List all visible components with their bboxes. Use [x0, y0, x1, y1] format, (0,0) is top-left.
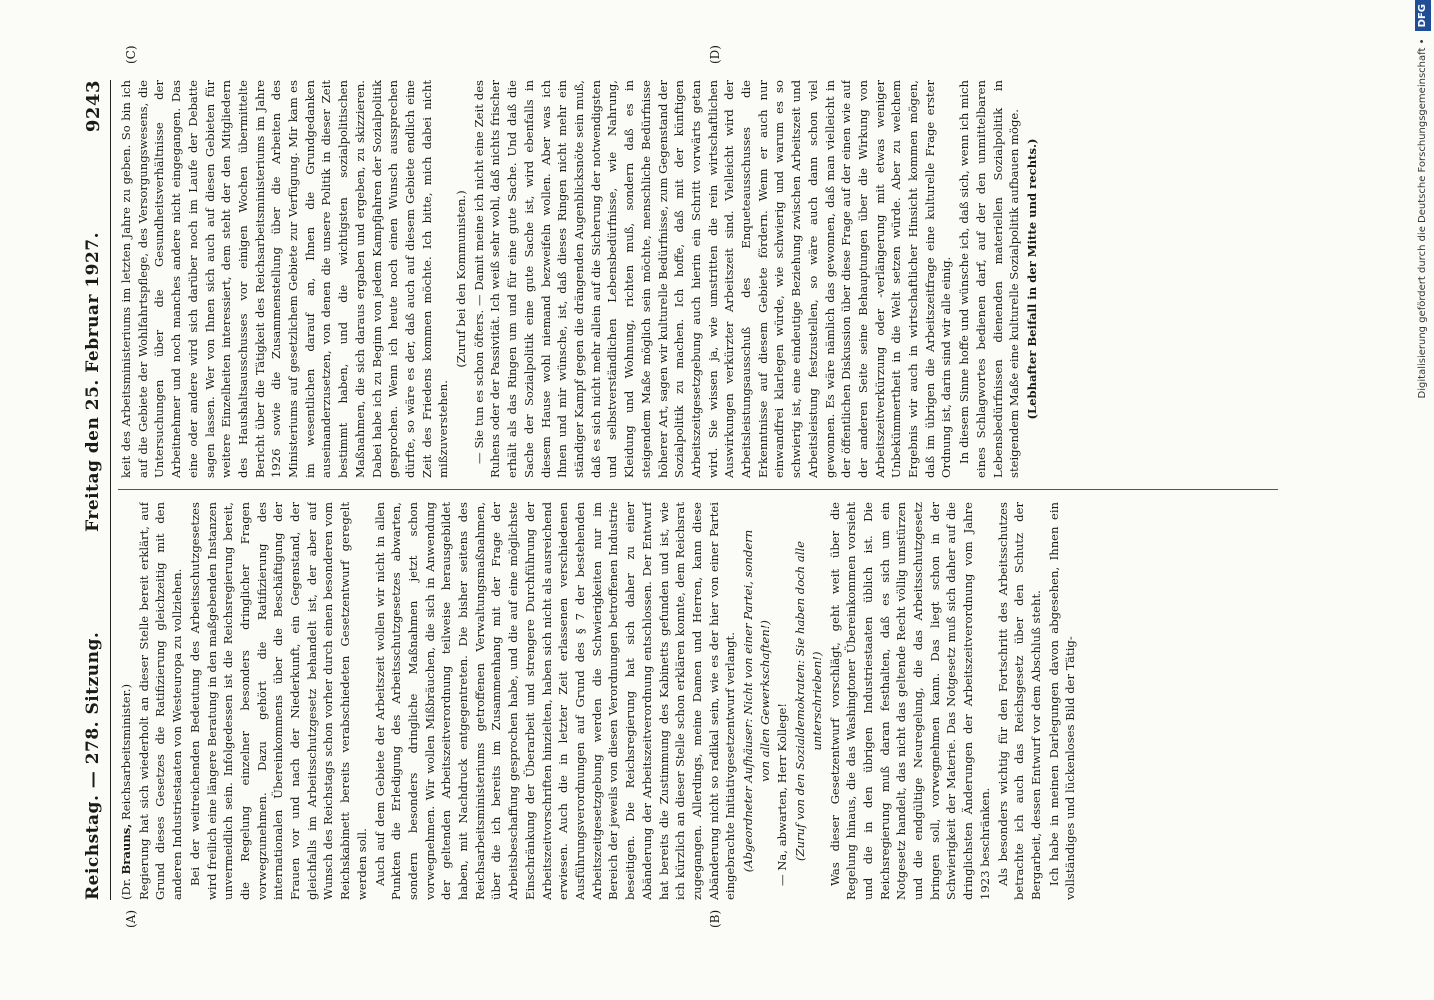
paragraph: Regierung hat sich wiederholt an dieser Stelle bereit erklärt, auf Grund dieses Gesetzes die Ratifizierung gleichzeitig mit den anderen Industriestaaten von Westeuropa zu vollziehen.: [136, 502, 185, 900]
speaker-prefix: (Dr.: [119, 878, 133, 900]
paragraph: keit des Arbeitsministeriums im letzten Jahre zu geben. So bin ich auf die Gebiete der Wohlfahrtspflege, des Versorgungswesens, die Untersuchungen über die Gesundheitsverhältnisse der Arbeitnehmer und noch manches andere nicht eingegangen. Das eine oder andere wird sich darüber noch im Laufe der Debatte sagen lassen. Wer von Ihnen sich auch auf diesen Gebieten für weitere Einzelheiten interessiert, dem steht der den Mitgliedern des Haushaltsausschusses vor einigen Wochen übermittelte Bericht über die Tätigkeit des Reichsarbeitsministeriums im Jahre 1926 sowie die Zusammenstellung über die Arbeiten des Ministeriums auf gesetzlichem Gebiete zur Verfügung. Mir kam es im wesentlichen darauf an, Ihnen die Grundgedanken auseinanderzusetzen, von denen die unsere Politik in dieser Zeit bestimmt haben, und die wichtigsten sozialpolitischen Maßnahmen, die sich daraus ergaben und ergeben, zu skizzieren. Dabei habe ich zu Beginn von jedem Kampfjahren der Sozialpolitik gesprochen. Wenn ich heute noch einen Wunsch aussprechen dürfte, so wäre es der, daß auch auf diesem Gebiete endlich eine Zeit des Friedens kommen möchte. Ich bitte, mich dabei nicht mißzuverstehen.: [119, 80, 451, 478]
applause-note: (Lebhafter Beifall in der Mitte und rechts.): [1024, 138, 1039, 420]
interjection: (Zuruf von den Sozialdemokraten: Sie haben doch alle unterschrieben!): [793, 540, 824, 862]
paragraph: Ich habe in meinen Darlegungen davon abgesehen, Ihnen ein vollständiges und lückenloses Bild der Tätig-: [1046, 502, 1078, 900]
speaker-role: Reichsarbeitsminister.): [119, 683, 133, 820]
margin-marker-d: (D): [708, 45, 722, 64]
paragraph: Was dieser Gesetzentwurf vorschlägt, geht weit über die Regelung hinaus, die das Washingtoner Übereinkommen vorsieht und die in den übrigen Industriestaaten üblich ist. Die Reichsregierung muß daran festhalten, daß es sich um ein Notgesetz handelt, das nicht das geltende Recht völlig umstürzen und die endgültige Neuregelung, die das Arbeitsschutzgesetz bringen soll, vorwegnehmen kann. Das liegt schon in der Schwierigkeit der Materie. Das Notgesetz muß sich daher auf die dringlichsten Änderungen der Arbeitszeitverordnung vom Jahre 1923 beschränken.: [827, 502, 992, 900]
interjection: (Abgeordneter Aufhäuser: Nicht von einer Partei, sondern von allen Gewerkschaften!): [741, 529, 772, 873]
margin-marker-a: (A): [124, 909, 138, 928]
header-rule: [110, 80, 111, 900]
right-column: [118, 80, 1318, 478]
paragraph: — Sie tun es schon öfters. — Damit meine ich nicht eine Zeit des Ruhens oder der Passivität. Ich weiß sehr wohl, daß nichts frischer erhält als das Ringen um und für eine gute Sache. Und daß die Sache der Sozialpolitik eine gute Sache ist, wird ebenfalls in diesem Hause wohl niemand bezweifeln wollen. Aber was ich Ihnen und mir wünsche, ist, daß dieses Ringen nicht mehr ein ständiger Kampf gegen die drängenden Augenblicksnöte sein muß, daß es sich nicht mehr allein auf die Sicherung der notwendigsten und selbstverständlichen Lebensbedürfnisse, wie Nahrung, Kleidung und Wohnung, richten muß, sondern daß es in steigendem Maße möglich sein möchte, menschliche Bedürfnisse höherer Art, sagen wir kulturelle Bedürfnisse, zum Gegenstand der Sozialpolitik zu machen. Ich hoffe, daß mit der künftigen Arbeitszeitgesetzgebung auch hierin ein Schritt vorwärts getan wird. Sie wissen ja, wie umstritten die rein wirtschaftlichen Auswirkungen verkürzter Arbeitszeit sind. Vielleicht wird der Arbeitsleistungsausschuß des Enqueteausschusses die Erkenntnisse auf diesem Gebiete fördern. Wenn er auch nur einwandfrei klarlegen würde, wie schwierig und warum es so schwierig ist, eine eindeutige Beziehung zwischen Arbeitszeit und Arbeitsleistung festzustellen, so wäre auch dann schon viel gewonnen. Es wäre nämlich das gewonnen, daß man vielleicht in der öffentlichen Diskussion über diese Frage auf der einen wie auf der anderen Seite seine Behauptungen über die Wirkung von Arbeitszeitverkürzung oder -verlängerung mit etwas weniger Unbekümmertheit in die Welt setzen würde. Aber zu welchem Ergebnis wir auch in wirtschaftlicher Hinsicht kommen mögen, daß im übrigen die Arbeitszeitfrage eine kulturelle Frage erster Ordnung ist, darin sind wir alle einig.: [471, 80, 954, 478]
paragraph: — Na, abwarten, Herr Kollege!: [775, 702, 790, 886]
credit-text: Digitalisierung gefördert durch die Deutsche Forschungsgemeinschaft •: [1417, 38, 1428, 399]
speaker-name: Brauns,: [119, 823, 133, 875]
paragraph: Bei der weitreichenden Bedeutung des Arbeitsschutzgesetzes wird freilich eine längere Beratung in den maßgebenden Instanzen unvermeidlich sein. Infolgedessen ist die Reichsregierung bereit, die Regelung einzelner besonders dringlicher Fragen vorwegzunehmen. Dazu gehört die Ratifizierung des internationalen Übereinkommens über die Beschäftigung der Frauen vor und nach der Niederkunft, ein Gegenstand, der gleichfalls im Arbeitsschutzgesetz behandelt ist, der aber auf Wunsch des Reichstags schon vorher durch einen besonderen vom Reichskabinett bereits verabschiedeten Gesetzentwurf geregelt werden soll.: [187, 502, 369, 900]
margin-marker-c: (C): [124, 45, 138, 64]
header-left: Reichstag. — 278. Sitzung.: [83, 631, 103, 900]
header-date: Freitag den 25. Februar 1927.: [83, 231, 103, 532]
page-number: 9243: [82, 80, 104, 133]
dfg-logo: DFG: [1415, 0, 1431, 31]
interjection: (Zuruf bei den Kommunisten.): [454, 190, 469, 368]
paragraph: Als besonders wichtig für den Fortschritt des Arbeitsschutzes betrachte ich auch das Reichsgesetz über den Schutz der Bergarbeit, dessen Entwurf vor dem Abschluß steht.: [995, 502, 1043, 900]
column-rule: [118, 489, 1278, 490]
digitization-credit: [1415, 0, 1431, 1000]
paragraph: Auch auf dem Gebiete der Arbeitszeit wollen wir nicht in allen Punkten die Erledigung des Arbeitsschutzgesetzes abwarten, sondern besonders dringliche Maßnahmen jetzt schon vorwegnehmen. Wir wollen Mißbräuchen, die sich in Anwendung der geltenden Arbeitszeitverordnung teilweise herausgebildet haben, mit Nachdruck entgegentreten. Die bisher seitens des Reichsarbeitsministeriums getroffenen Verwaltungsmaßnahmen, über die ich bereits im Zusammenhang mit der Frage der Arbeitsbeschaffung gesprochen habe, und die auf eine möglichste Einschränkung der Überarbeit und strengere Durchführung der Arbeitszeitvorschriften hinzielten, haben sich nicht als ausreichend erwiesen. Auch die in letzter Zeit erlassenen verschiedenen Ausführungsverordnungen auf Grund des § 7 der bestehenden Arbeitszeitgesetzgebung werden die Schwierigkeiten nur im Bereich der jeweils von diesen Verordnungen betroffenen Industrie beseitigen. Die Reichsregierung hat sich daher zu einer Abänderung der Arbeitszeitverordnung entschlossen. Der Entwurf hat bereits die Zustimmung des Kabinetts gefunden und ist, wie ich kürzlich an dieser Stelle schon erklären konnte, dem Reichsrat zugegangen. Allerdings, meine Damen und Herren, kann diese Abänderung nicht so radikal sein, wie es der hier von einer Partei eingebrachte Initiativgesetzentwurf verlangt.: [372, 502, 738, 900]
speaker-line: [118, 502, 135, 900]
page-header: [78, 80, 108, 900]
left-column: [118, 502, 1318, 900]
margin-marker-b: (B): [708, 909, 722, 928]
paragraph: In diesem Sinne hoffe und wünsche ich, daß sich, wenn ich mich eines Schlagwortes bedienen darf, auf der den unmittelbaren Lebensbedürfnissen dienenden materiellen Sozialpolitik in steigendem Maße eine kulturelle Sozialpolitik aufbauen möge.: [957, 80, 1022, 478]
